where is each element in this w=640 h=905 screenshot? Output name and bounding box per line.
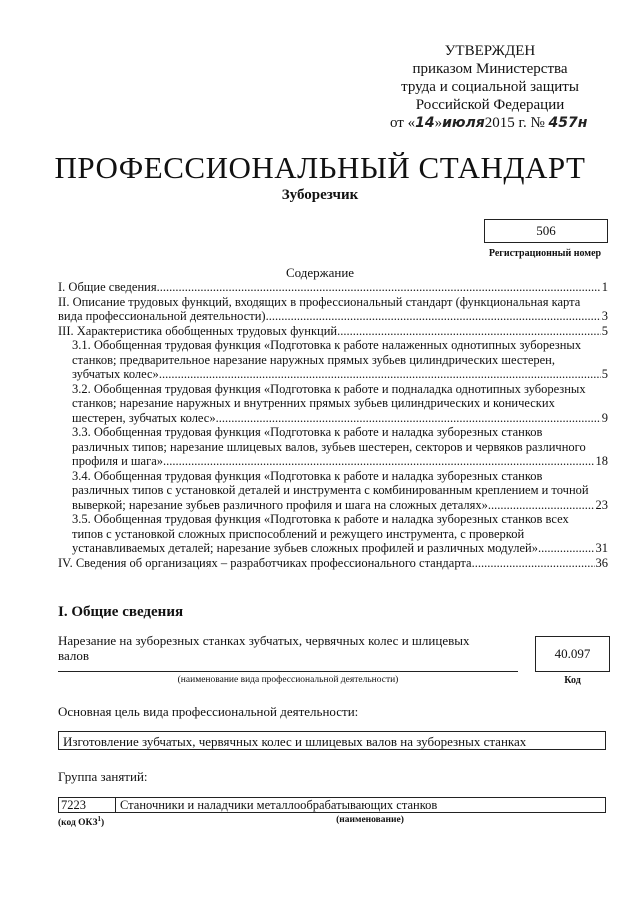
toc-item-text: выверкой; нарезание зубьев различного профиля и шага на сложных деталях» bbox=[72, 497, 488, 512]
approval-title: УТВЕРЖДЕН bbox=[444, 43, 536, 59]
toc-item-last-line bbox=[58, 556, 608, 571]
section-title: I. Общие сведения bbox=[58, 604, 184, 620]
date-prefix: от « bbox=[390, 115, 416, 131]
toc-page-number: 5 bbox=[601, 323, 608, 338]
toc-item-text: устанавливаемых деталей; нарезание зубьев сложных профилей и различных модулей» bbox=[72, 541, 538, 555]
toc-item bbox=[58, 469, 608, 513]
activity-code-caption: Код bbox=[564, 675, 581, 686]
toc-item bbox=[58, 425, 608, 469]
toc-item-text: IV. Сведения об организациях – разработчиках профессионального стандарта bbox=[58, 555, 472, 570]
goal-box: Изготовление зубчатых, червячных колес и шлицевых валов на зуборезных станках bbox=[58, 731, 606, 750]
toc-item-text: III. Характеристика обобщенных трудовых функций bbox=[58, 323, 338, 338]
toc-item bbox=[58, 338, 608, 382]
toc-item-text: зубчатых колес» bbox=[72, 367, 159, 381]
toc-item-last-line bbox=[58, 309, 608, 324]
toc-leader-dots bbox=[159, 367, 601, 382]
date-month: июля bbox=[442, 115, 485, 131]
toc-item-last-line bbox=[72, 541, 608, 556]
activity-underline bbox=[58, 671, 518, 672]
toc-leader-dots bbox=[157, 280, 601, 295]
occupation-name-caption: (наименование) bbox=[336, 815, 404, 825]
occupation-group-label: Группа занятий: bbox=[58, 769, 148, 784]
toc-page-number: 23 bbox=[595, 497, 608, 512]
activity-caption: (наименование вида профессиональной деятельности) bbox=[177, 675, 399, 685]
toc-item-last-line bbox=[72, 411, 608, 426]
toc-page-number: 5 bbox=[601, 367, 608, 381]
toc-item-line: 3.3. Обобщенная трудовая функция «Подготовка к работе и наладка зуборезных станков bbox=[72, 425, 543, 439]
toc-heading: Содержание bbox=[285, 265, 355, 280]
approval-line-3: Российской Федерации bbox=[415, 97, 565, 113]
toc-item bbox=[58, 280, 608, 295]
toc-item-line: 3.1. Обобщенная трудовая функция «Подготовка к работе налаженных однотипных зуборезных bbox=[72, 338, 582, 352]
toc-item bbox=[58, 295, 608, 324]
toc-leader-dots bbox=[488, 498, 595, 513]
toc-item bbox=[58, 556, 608, 571]
occupation-group-name: Станочники и наладчики металлообрабатывающих станков bbox=[120, 798, 438, 812]
registration-number-label: Регистрационный номер bbox=[488, 248, 602, 259]
toc-item-line: 3.5. Обобщенная трудовая функция «Подготовка к работе и наладка зуборезных станков всех bbox=[72, 512, 569, 526]
order-number: 457н bbox=[548, 115, 588, 131]
approval-line-1: приказом Министерства bbox=[412, 61, 568, 77]
occupation-code-caption-end: ) bbox=[100, 818, 105, 829]
toc-leader-dots bbox=[337, 324, 601, 339]
toc-page-number: 31 bbox=[595, 541, 608, 555]
toc-item-text: шестерен, зубчатых колес» bbox=[72, 410, 216, 425]
activity-code-box: 40.097 bbox=[535, 636, 610, 672]
toc-item-line: 3.4. Обобщенная трудовая функция «Подготовка к работе и наладка зуборезных станков bbox=[72, 468, 543, 483]
document-title: ПРОФЕССИОНАЛЬНЫЙ СТАНДАРТ bbox=[54, 150, 586, 185]
toc-item-text: вида профессиональной деятельности) bbox=[58, 309, 266, 323]
goal-label: Основная цель вида профессиональной деятельности: bbox=[58, 704, 359, 719]
registration-number-box: 506 bbox=[484, 219, 608, 243]
toc-item-text: профиля и шага» bbox=[72, 454, 164, 468]
occupation-code-caption-text: (код ОКЗ bbox=[58, 818, 98, 829]
document-subtitle: Зуборезчик bbox=[281, 187, 359, 203]
toc-leader-dots bbox=[266, 309, 601, 324]
toc-item-line: станков; нарезание наружных и внутренних прямых зубьев цилиндрических и конических bbox=[72, 396, 555, 410]
toc-page-number: 3 bbox=[601, 309, 608, 323]
toc-page-number: 36 bbox=[595, 555, 608, 570]
approval-date-line bbox=[380, 114, 600, 132]
occupation-code-caption bbox=[58, 815, 104, 828]
date-sep: » bbox=[434, 115, 443, 131]
toc-leader-dots bbox=[472, 556, 595, 571]
toc-item-last-line bbox=[72, 367, 608, 382]
footnote-mark: 1 bbox=[97, 815, 101, 823]
toc-item-last-line bbox=[58, 280, 608, 295]
toc-leader-dots bbox=[538, 541, 595, 556]
toc-item bbox=[58, 512, 608, 556]
toc-page-number: 9 bbox=[601, 410, 608, 425]
toc-leader-dots bbox=[163, 454, 594, 469]
toc-item-last-line bbox=[58, 324, 608, 339]
toc-item-line: 3.2. Обобщенная трудовая функция «Подготовка к работе и подналадка однотипных зуборезных bbox=[72, 381, 586, 396]
toc-item-line: станков; предварительное нарезание наружных прямых зубьев цилиндрических шестерен, bbox=[72, 352, 555, 367]
toc-page-number: 1 bbox=[601, 280, 608, 294]
date-year: 2015 г. № bbox=[484, 115, 545, 131]
toc-item-line: типов с установкой сложных приспособлений и режущего инструмента, с проверкой bbox=[72, 526, 525, 541]
toc-item bbox=[58, 382, 608, 426]
toc-item-line: II. Описание трудовых функций, входящих в профессиональный стандарт (функциональная карта bbox=[58, 294, 581, 309]
toc-item-text: I. Общие сведения bbox=[58, 280, 157, 294]
toc-item-last-line bbox=[72, 454, 608, 469]
toc-page-number: 18 bbox=[595, 454, 608, 468]
toc-item bbox=[58, 324, 608, 339]
date-day: 14 bbox=[415, 115, 435, 131]
occupation-group-code: 7223 bbox=[59, 798, 116, 812]
table-of-contents bbox=[58, 280, 608, 570]
toc-leader-dots bbox=[216, 411, 601, 426]
activity-name: Нарезание на зуборезных станках зубчатых, червячных колес и шлицевых валов bbox=[58, 633, 470, 663]
approval-line-2: труда и социальной защиты bbox=[401, 79, 579, 95]
approval-block bbox=[380, 42, 600, 132]
toc-item-line: различных типов; нарезание шлицевых валов, зубьев шестерен, секторов и червяков различного bbox=[72, 439, 586, 454]
toc-item-line: различных типов с установкой деталей и инструмента с комбинированным креплением и точной bbox=[72, 483, 589, 497]
occupation-group-table bbox=[58, 797, 606, 813]
toc-item-last-line bbox=[72, 498, 608, 513]
